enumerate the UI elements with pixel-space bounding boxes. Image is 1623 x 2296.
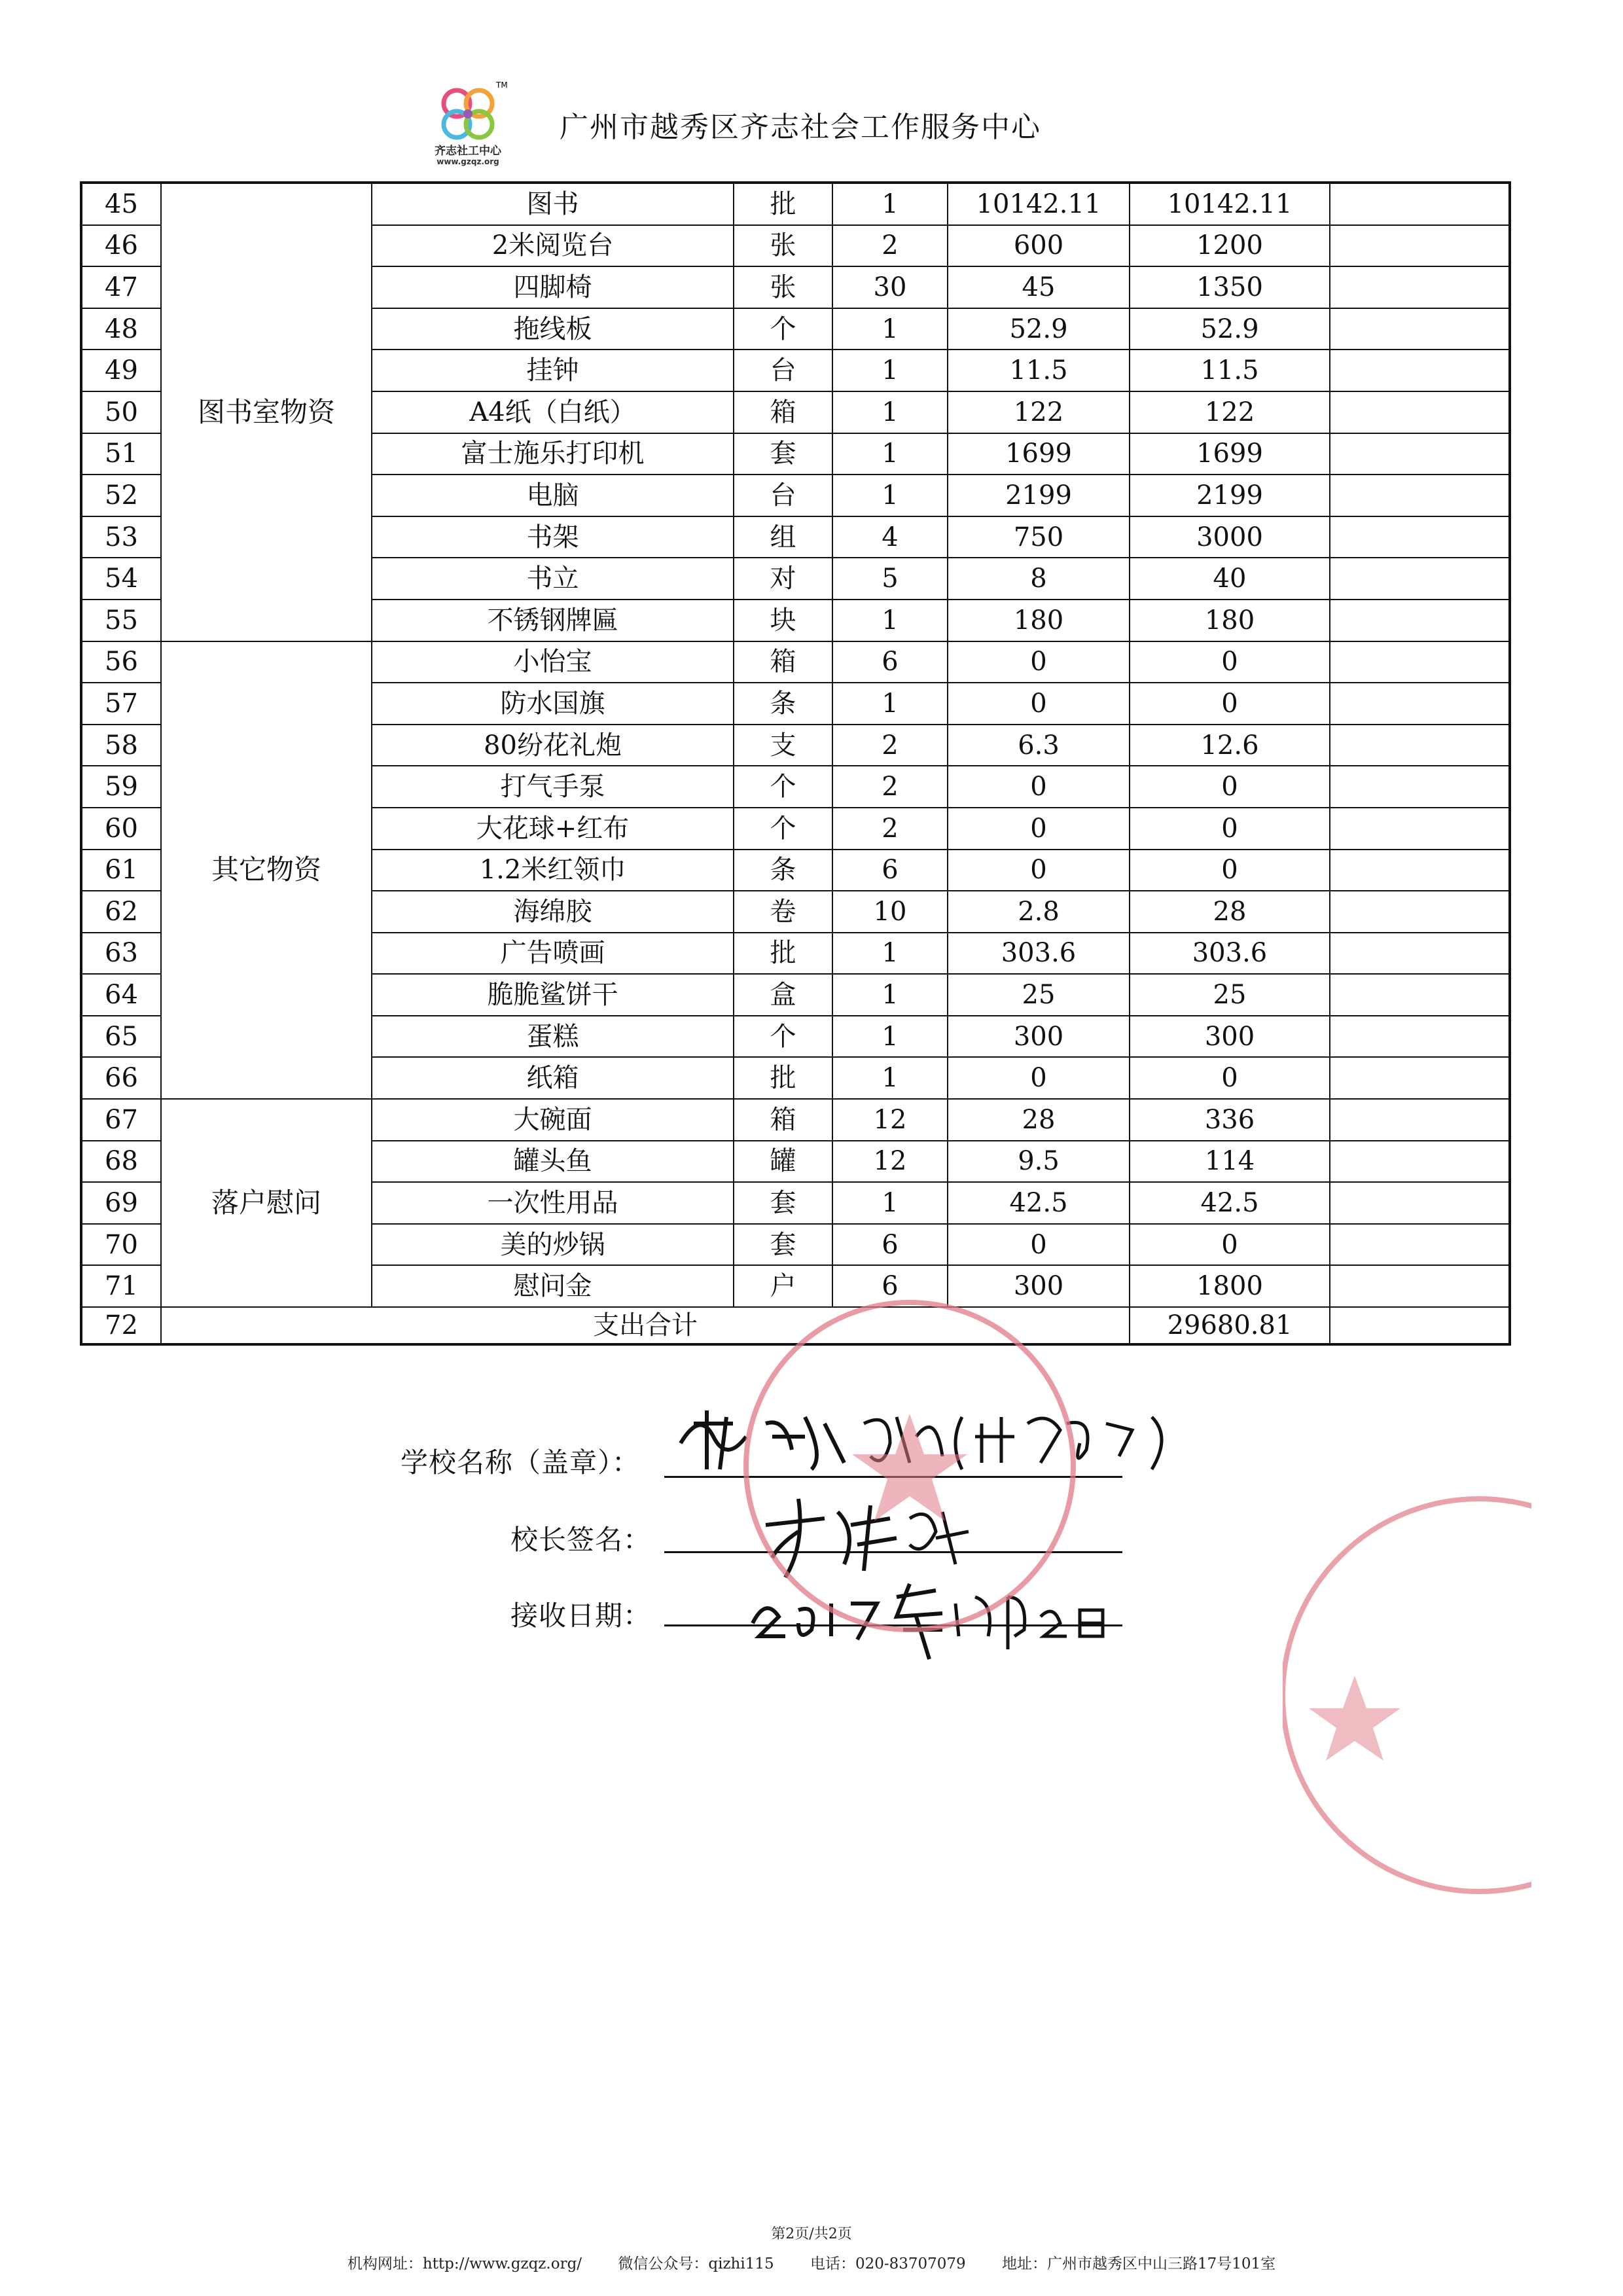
table-row [81, 183, 1510, 225]
item-name: 不锈钢牌匾 [372, 600, 734, 641]
item-name: 大花球+红布 [372, 808, 734, 850]
remarks-cell [1330, 183, 1510, 225]
school-name-label: 学校名称（盖章）： [401, 1446, 641, 1479]
item-unit-price: 0 [948, 1057, 1130, 1099]
row-number: 69 [81, 1182, 161, 1224]
item-total: 336 [1130, 1099, 1330, 1141]
item-unit-price: 300 [948, 1016, 1130, 1058]
item-quantity: 2 [832, 225, 948, 267]
item-name: 挂钟 [372, 350, 734, 391]
item-unit: 套 [734, 1224, 832, 1266]
item-quantity: 1 [832, 600, 948, 641]
item-quantity: 12 [832, 1099, 948, 1141]
item-total: 25 [1130, 974, 1330, 1016]
item-name: 2米阅览台 [372, 225, 734, 267]
row-number: 51 [81, 433, 161, 475]
row-number: 53 [81, 516, 161, 558]
item-name: 书架 [372, 516, 734, 558]
item-name: 美的炒锅 [372, 1224, 734, 1266]
item-quantity: 6 [832, 850, 948, 891]
receipt-date-label: 接收日期： [510, 1600, 652, 1632]
item-unit-price: 25 [948, 974, 1130, 1016]
principal-signature-label: 校长签名： [510, 1524, 652, 1556]
item-unit-price: 0 [948, 766, 1130, 808]
item-total: 300 [1130, 1016, 1330, 1058]
remarks-cell [1330, 933, 1510, 975]
item-total: 10142.11 [1130, 183, 1330, 225]
item-unit: 组 [734, 516, 832, 558]
item-unit: 台 [734, 475, 832, 516]
item-total: 28 [1130, 891, 1330, 933]
item-name: 一次性用品 [372, 1182, 734, 1224]
item-unit: 支 [734, 725, 832, 766]
item-quantity: 1 [832, 308, 948, 350]
row-number: 57 [81, 683, 161, 725]
item-total: 0 [1130, 641, 1330, 683]
item-unit: 箱 [734, 641, 832, 683]
category-cell: 图书室物资 [161, 183, 372, 641]
item-name: 打气手泵 [372, 766, 734, 808]
row-number: 45 [81, 183, 161, 225]
remarks-cell [1330, 725, 1510, 766]
item-total: 11.5 [1130, 350, 1330, 391]
item-unit-price: 122 [948, 391, 1130, 433]
item-quantity: 1 [832, 1057, 948, 1099]
item-unit-price: 8 [948, 558, 1130, 600]
remarks-cell [1330, 433, 1510, 475]
item-unit-price: 0 [948, 683, 1130, 725]
item-total: 40 [1130, 558, 1330, 600]
item-unit-price: 303.6 [948, 933, 1130, 975]
item-total: 0 [1130, 683, 1330, 725]
item-quantity: 4 [832, 516, 948, 558]
remarks-cell [1330, 1224, 1510, 1266]
organization-title: 广州市越秀区齐志社会工作服务中心 [560, 111, 1041, 144]
item-unit: 对 [734, 558, 832, 600]
row-number: 62 [81, 891, 161, 933]
remarks-cell [1330, 683, 1510, 725]
row-number: 71 [81, 1265, 161, 1307]
item-unit-price: 2.8 [948, 891, 1130, 933]
remarks-cell [1330, 308, 1510, 350]
item-name: 图书 [372, 183, 734, 225]
item-total: 3000 [1130, 516, 1330, 558]
item-unit: 个 [734, 766, 832, 808]
remarks-cell [1330, 1016, 1510, 1058]
row-number: 61 [81, 850, 161, 891]
receipt-date-line [664, 1624, 1122, 1626]
remarks-cell [1330, 641, 1510, 683]
item-unit: 张 [734, 225, 832, 267]
remarks-cell [1330, 1141, 1510, 1183]
row-number: 70 [81, 1224, 161, 1266]
item-unit: 张 [734, 266, 832, 308]
item-unit-price: 0 [948, 641, 1130, 683]
item-unit: 批 [734, 933, 832, 975]
item-quantity: 1 [832, 183, 948, 225]
item-name: 防水国旗 [372, 683, 734, 725]
item-quantity: 2 [832, 766, 948, 808]
item-total: 1699 [1130, 433, 1330, 475]
item-quantity: 5 [832, 558, 948, 600]
item-unit-price: 45 [948, 266, 1130, 308]
remarks-cell [1330, 600, 1510, 641]
item-unit-price: 10142.11 [948, 183, 1130, 225]
item-quantity: 10 [832, 891, 948, 933]
remarks-cell [1330, 891, 1510, 933]
remarks-cell [1330, 808, 1510, 850]
item-name: 80纷花礼炮 [372, 725, 734, 766]
footer-contact [0, 2251, 1623, 2273]
item-unit-price: 1699 [948, 433, 1130, 475]
row-number: 67 [81, 1099, 161, 1141]
item-unit: 个 [734, 308, 832, 350]
item-unit: 条 [734, 683, 832, 725]
item-unit-price: 28 [948, 1099, 1130, 1141]
principal-signature-line [664, 1551, 1122, 1553]
footer-address: 地址：广州市越秀区中山三路17号101室 [1002, 2255, 1276, 2272]
item-name: 慰问金 [372, 1265, 734, 1307]
item-unit-price: 0 [948, 808, 1130, 850]
item-unit: 批 [734, 1057, 832, 1099]
remarks-cell [1330, 475, 1510, 516]
category-cell: 其它物资 [161, 641, 372, 1100]
remarks-cell [1330, 850, 1510, 891]
item-name: 拖线板 [372, 308, 734, 350]
item-quantity: 1 [832, 1182, 948, 1224]
school-name-line [664, 1476, 1122, 1478]
item-quantity: 1 [832, 683, 948, 725]
item-total: 303.6 [1130, 933, 1330, 975]
item-quantity: 6 [832, 641, 948, 683]
item-name: 四脚椅 [372, 266, 734, 308]
item-name: 海绵胶 [372, 891, 734, 933]
footer-wechat: 微信公众号：qizhi115 [618, 2255, 774, 2272]
item-unit: 台 [734, 350, 832, 391]
item-quantity: 12 [832, 1141, 948, 1183]
logo-url: www.gzqz.org [437, 157, 499, 166]
row-number: 72 [81, 1307, 161, 1344]
item-name: A4纸（白纸） [372, 391, 734, 433]
item-name: 脆脆鲨饼干 [372, 974, 734, 1016]
remarks-cell [1330, 266, 1510, 308]
remarks-cell [1330, 1307, 1510, 1344]
row-number: 48 [81, 308, 161, 350]
item-quantity: 1 [832, 974, 948, 1016]
item-quantity: 2 [832, 808, 948, 850]
item-total: 1350 [1130, 266, 1330, 308]
remarks-cell [1330, 225, 1510, 267]
item-total: 0 [1130, 808, 1330, 850]
item-name: 纸箱 [372, 1057, 734, 1099]
row-number: 55 [81, 600, 161, 641]
item-quantity: 1 [832, 933, 948, 975]
item-total: 180 [1130, 600, 1330, 641]
total-row [81, 1307, 1510, 1344]
item-unit: 箱 [734, 1099, 832, 1141]
row-number: 68 [81, 1141, 161, 1183]
item-unit-price: 9.5 [948, 1141, 1130, 1183]
item-unit-price: 0 [948, 850, 1130, 891]
item-total: 0 [1130, 850, 1330, 891]
row-number: 56 [81, 641, 161, 683]
item-quantity: 1 [832, 391, 948, 433]
item-unit-price: 11.5 [948, 350, 1130, 391]
item-unit: 条 [734, 850, 832, 891]
item-total: 52.9 [1130, 308, 1330, 350]
item-unit: 块 [734, 600, 832, 641]
table-row [81, 641, 1510, 683]
category-cell: 落户慰问 [161, 1099, 372, 1307]
table-row [81, 1099, 1510, 1141]
row-number: 58 [81, 725, 161, 766]
row-number: 49 [81, 350, 161, 391]
logo-text: 齐志社工中心 [435, 145, 501, 158]
row-number: 47 [81, 266, 161, 308]
item-unit: 户 [734, 1265, 832, 1307]
item-unit: 个 [734, 808, 832, 850]
item-quantity: 6 [832, 1224, 948, 1266]
principal-signature-handwriting [759, 1492, 982, 1584]
item-quantity: 6 [832, 1265, 948, 1307]
item-name: 富士施乐打印机 [372, 433, 734, 475]
remarks-cell [1330, 974, 1510, 1016]
item-total: 12.6 [1130, 725, 1330, 766]
expense-table [80, 181, 1511, 1346]
row-number: 64 [81, 974, 161, 1016]
partial-seal-stamp [1283, 1368, 1531, 1918]
item-unit: 套 [734, 1182, 832, 1224]
item-total: 1800 [1130, 1265, 1330, 1307]
item-total: 0 [1130, 1224, 1330, 1266]
total-amount: 29680.81 [1130, 1307, 1330, 1344]
item-unit-price: 2199 [948, 475, 1130, 516]
school-name-handwriting [674, 1397, 1198, 1482]
item-name: 电脑 [372, 475, 734, 516]
item-unit-price: 750 [948, 516, 1130, 558]
item-unit: 卷 [734, 891, 832, 933]
page-number: 第2页/共2页 [771, 2226, 852, 2242]
item-quantity: 1 [832, 1016, 948, 1058]
item-unit: 箱 [734, 391, 832, 433]
item-total: 0 [1130, 766, 1330, 808]
remarks-cell [1330, 1099, 1510, 1141]
item-quantity: 30 [832, 266, 948, 308]
item-total: 0 [1130, 1057, 1330, 1099]
item-unit-price: 6.3 [948, 725, 1130, 766]
footer-phone: 电话：020-83707079 [810, 2255, 966, 2272]
row-number: 63 [81, 933, 161, 975]
item-total: 42.5 [1130, 1182, 1330, 1224]
row-number: 52 [81, 475, 161, 516]
svg-text:TM: TM [496, 81, 508, 90]
item-unit: 个 [734, 1016, 832, 1058]
item-name: 广告喷画 [372, 933, 734, 975]
row-number: 66 [81, 1057, 161, 1099]
item-unit-price: 180 [948, 600, 1130, 641]
item-unit-price: 300 [948, 1265, 1130, 1307]
item-quantity: 1 [832, 433, 948, 475]
item-name: 罐头鱼 [372, 1141, 734, 1183]
item-unit-price: 600 [948, 225, 1130, 267]
item-total: 2199 [1130, 475, 1330, 516]
remarks-cell [1330, 1182, 1510, 1224]
receipt-date-handwriting [746, 1564, 1113, 1662]
item-name: 大碗面 [372, 1099, 734, 1141]
item-unit: 批 [734, 183, 832, 225]
footer-website: 机构网址：http://www.gzqz.org/ [347, 2255, 582, 2272]
item-unit: 套 [734, 433, 832, 475]
remarks-cell [1330, 1265, 1510, 1307]
page-header [406, 77, 1126, 175]
item-total: 1200 [1130, 225, 1330, 267]
remarks-cell [1330, 558, 1510, 600]
item-name: 蛋糕 [372, 1016, 734, 1058]
item-unit-price: 42.5 [948, 1182, 1130, 1224]
item-name: 书立 [372, 558, 734, 600]
item-total: 122 [1130, 391, 1330, 433]
item-unit-price: 0 [948, 1224, 1130, 1266]
item-unit: 盒 [734, 974, 832, 1016]
item-unit: 罐 [734, 1141, 832, 1183]
row-number: 50 [81, 391, 161, 433]
total-label: 支出合计 [161, 1307, 1130, 1344]
item-unit-price: 52.9 [948, 308, 1130, 350]
row-number: 60 [81, 808, 161, 850]
remarks-cell [1330, 350, 1510, 391]
remarks-cell [1330, 391, 1510, 433]
item-name: 小怡宝 [372, 641, 734, 683]
remarks-cell [1330, 766, 1510, 808]
row-number: 65 [81, 1016, 161, 1058]
remarks-cell [1330, 516, 1510, 558]
row-number: 59 [81, 766, 161, 808]
item-quantity: 2 [832, 725, 948, 766]
item-name: 1.2米红领巾 [372, 850, 734, 891]
item-quantity: 1 [832, 350, 948, 391]
row-number: 46 [81, 225, 161, 267]
remarks-cell [1330, 1057, 1510, 1099]
item-quantity: 1 [832, 475, 948, 516]
item-total: 114 [1130, 1141, 1330, 1183]
row-number: 54 [81, 558, 161, 600]
